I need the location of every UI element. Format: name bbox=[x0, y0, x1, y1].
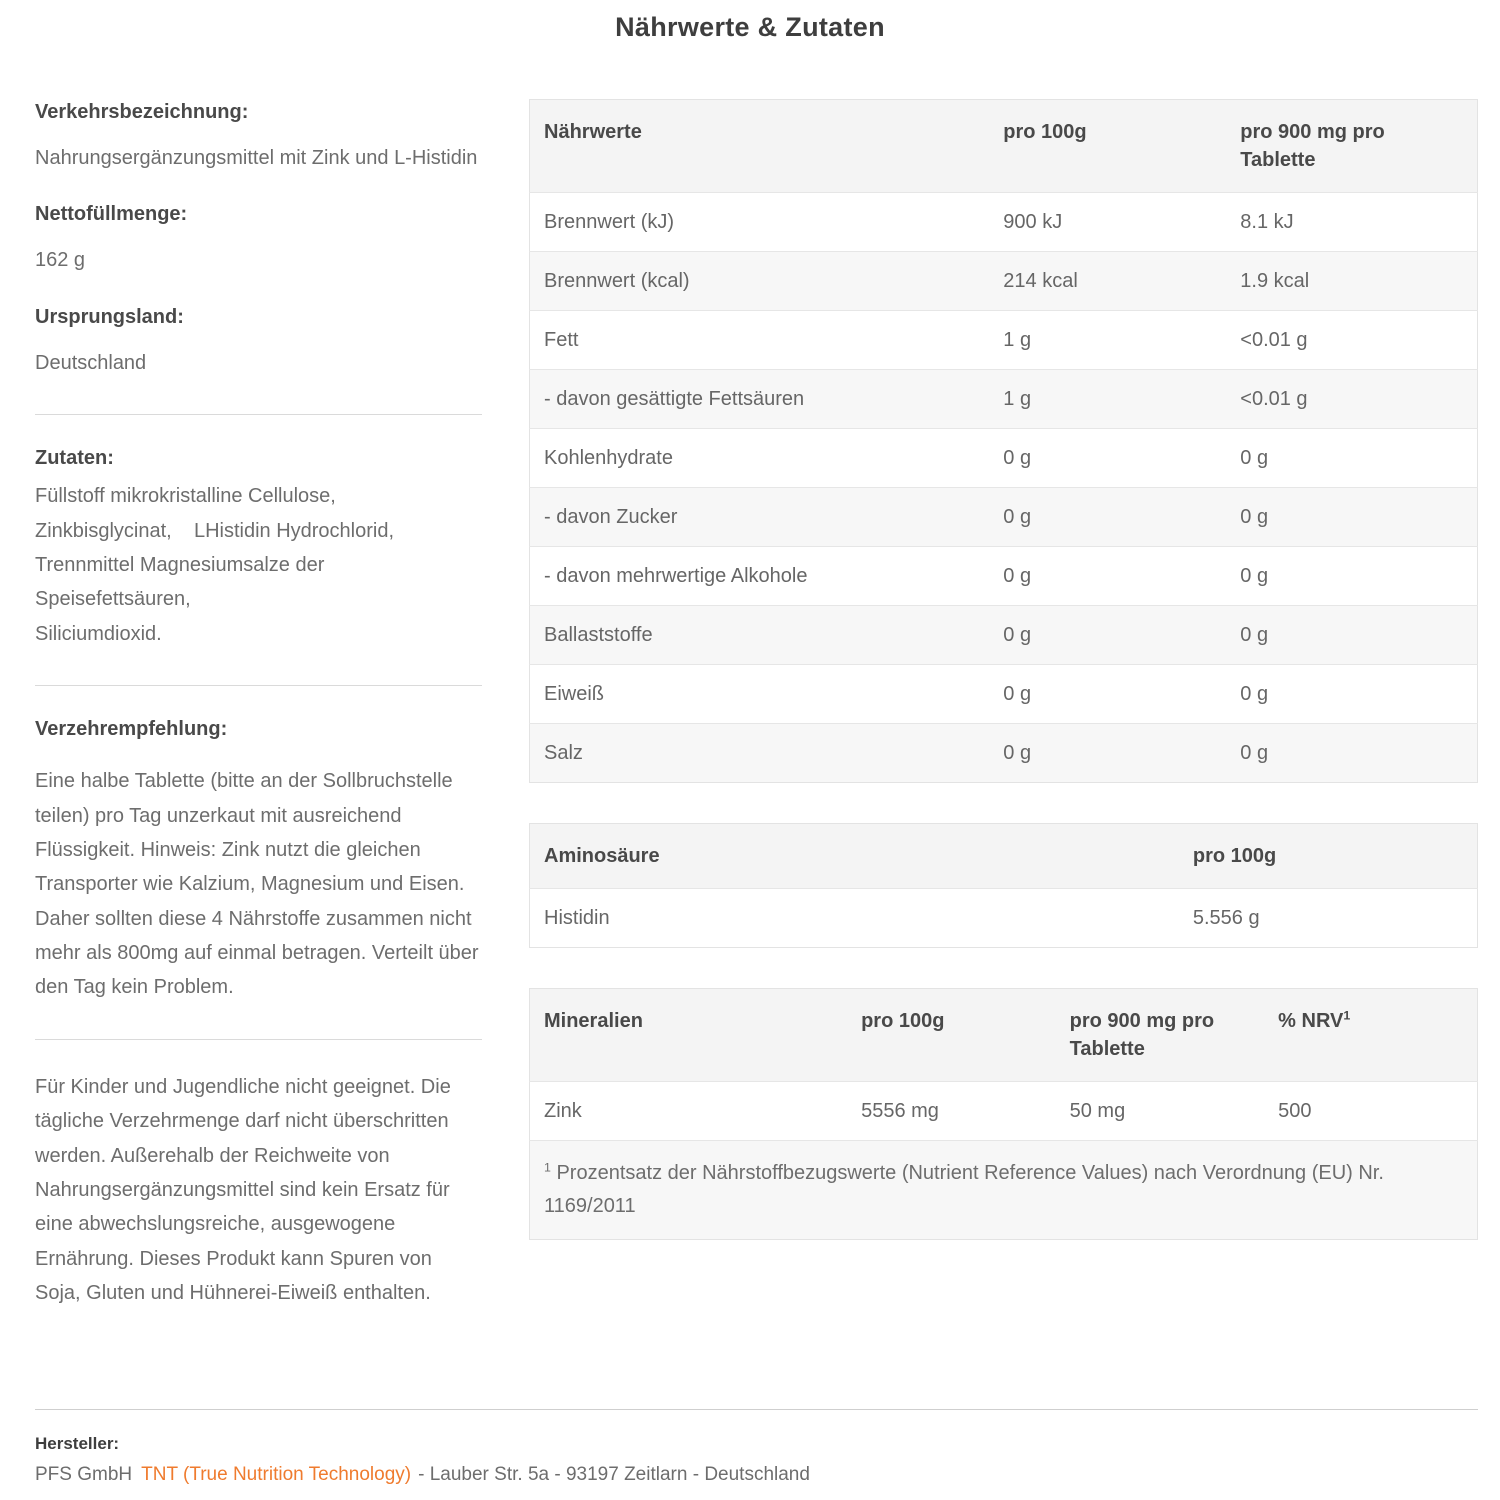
row-label: Histidin bbox=[530, 889, 1179, 948]
row-value-per100g: 1 g bbox=[989, 311, 1226, 370]
table-header-row bbox=[530, 824, 1478, 889]
naehrwerte-table bbox=[529, 99, 1478, 783]
ursprungsland-text: Deutschland bbox=[35, 351, 147, 374]
page-title: Nährwerte & Zutaten bbox=[615, 12, 885, 42]
row-value-nrv: 500 bbox=[1264, 1082, 1477, 1141]
manufacturer-line bbox=[35, 1464, 1478, 1486]
row-value-per-tablet: 0 g bbox=[1226, 429, 1477, 488]
row-label: Ballaststoffe bbox=[530, 606, 990, 665]
column-header-pro100g: pro 100g bbox=[989, 100, 1226, 193]
table-row bbox=[530, 1082, 1478, 1141]
zutaten-line: Füllstoff mikrokristalline Cellulose, bbox=[35, 485, 336, 508]
hersteller-heading: Hersteller: bbox=[35, 1434, 120, 1453]
content-area bbox=[0, 99, 1500, 1337]
table-header-row bbox=[530, 989, 1478, 1082]
row-label: Brennwert (kcal) bbox=[530, 252, 990, 311]
section-divider bbox=[35, 414, 482, 415]
manufacturer-company: PFS GmbH bbox=[35, 1464, 133, 1485]
table-row bbox=[530, 606, 1478, 665]
ursprungsland-heading: Ursprungsland: bbox=[35, 305, 184, 328]
row-value-per-tablet: 0 g bbox=[1226, 547, 1477, 606]
row-value-per-tablet: 0 g bbox=[1226, 724, 1477, 783]
row-value-per100g: 0 g bbox=[989, 429, 1226, 488]
zutaten-text bbox=[35, 479, 482, 651]
table-row bbox=[530, 665, 1478, 724]
verzehrempfehlung-text: Eine halbe Tablette (bitte an der Sollbruchstelle teilen) pro Tag unzerkaut mit ausreichend Flüssigkeit. Hinweis: Zink nutzt die gleichen Transporter wie Kalzium, Magnesium und Eisen. Daher sollten diese 4 Nährstoffe zusammen nicht mehr als 800mg auf einmal betragen. Verteilt über den Tag kein Problem. bbox=[35, 770, 479, 999]
footer bbox=[0, 1409, 1500, 1500]
zutaten-line: Speisefettsäuren, bbox=[35, 588, 191, 611]
section-divider bbox=[35, 685, 482, 686]
nettofuellmenge-text: 162 g bbox=[35, 249, 86, 272]
left-column bbox=[35, 99, 482, 1337]
verkehrsbezeichnung-heading: Verkehrsbezeichnung: bbox=[35, 101, 249, 123]
zutaten-line: Trennmittel Magnesiumsalze der bbox=[35, 553, 325, 576]
row-label: Zink bbox=[530, 1082, 848, 1141]
table-header-row bbox=[530, 100, 1478, 193]
row-value-per-tablet: 1.9 kcal bbox=[1226, 252, 1477, 311]
row-value-per-tablet: <0.01 g bbox=[1226, 370, 1477, 429]
row-label: Kohlenhydrate bbox=[530, 429, 990, 488]
table-row bbox=[530, 252, 1478, 311]
right-column bbox=[529, 99, 1478, 1280]
row-value-per100g: 0 g bbox=[989, 547, 1226, 606]
table-row bbox=[530, 889, 1478, 948]
nrv-footnote bbox=[530, 1141, 1478, 1240]
nrv-label: % NRV bbox=[1278, 1010, 1344, 1032]
zutaten-line: Siliciumdioxid. bbox=[35, 622, 162, 645]
row-value-per100g: 900 kJ bbox=[989, 193, 1226, 252]
row-value-per100g: 1 g bbox=[989, 370, 1226, 429]
row-value-per-tablet: 0 g bbox=[1226, 488, 1477, 547]
row-label: Salz bbox=[530, 724, 990, 783]
hinweis-text: Für Kinder und Jugendliche nicht geeignet. Die tägliche Verzehrmenge darf nicht überschritten werden. Außerehalb der Reichweite von Nahrungsergänzungsmittel sind kein Ersatz für eine abwechslungsreiche, ausgewogene Ernährung. Dieses Produkt kann Spuren von Soja, Gluten und Hühnerei-Eiweiß enthalten. bbox=[35, 1075, 451, 1305]
column-header-aminosaeure: Aminosäure bbox=[530, 824, 1179, 889]
row-value-per100g: 5556 mg bbox=[847, 1082, 1056, 1141]
zutaten-line: Zinkbisglycinat, LHistidin Hydrochlorid, bbox=[35, 519, 395, 542]
footer-divider bbox=[35, 1409, 1478, 1410]
tnt-link[interactable]: TNT (True Nutrition Technology) bbox=[141, 1464, 412, 1485]
table-row bbox=[530, 193, 1478, 252]
table-row bbox=[530, 488, 1478, 547]
row-value-per-tablet: 50 mg bbox=[1056, 1082, 1265, 1141]
row-value-per100g: 0 g bbox=[989, 606, 1226, 665]
table-row bbox=[530, 370, 1478, 429]
footnote-text: Prozentsatz der Nährstoffbezugswerte (Nutrient Reference Values) nach Verordnung (EU) Nr. 1169/2011 bbox=[544, 1162, 1384, 1217]
aminosaeure-table bbox=[529, 823, 1478, 948]
row-value-per-tablet: <0.01 g bbox=[1226, 311, 1477, 370]
column-header-pro-tablette: pro 900 mg pro Tablette bbox=[1056, 989, 1265, 1082]
table-row bbox=[530, 429, 1478, 488]
column-header-pro-tablette: pro 900 mg pro Tablette bbox=[1226, 100, 1477, 193]
table-row bbox=[530, 547, 1478, 606]
row-label: Fett bbox=[530, 311, 990, 370]
verkehrsbezeichnung-text: Nahrungsergänzungsmittel mit Zink und L-Histidin bbox=[35, 147, 478, 169]
row-value-per100g: 0 g bbox=[989, 488, 1226, 547]
row-value-per100g: 5.556 g bbox=[1179, 889, 1478, 948]
row-value-per-tablet: 8.1 kJ bbox=[1226, 193, 1477, 252]
zutaten-heading: Zutaten: bbox=[35, 447, 114, 470]
row-label: Brennwert (kJ) bbox=[530, 193, 990, 252]
column-header-naehrwerte: Nährwerte bbox=[530, 100, 990, 193]
row-label: Eiweiß bbox=[530, 665, 990, 724]
verzehrempfehlung-heading: Verzehrempfehlung: bbox=[35, 718, 228, 741]
row-label: - davon gesättigte Fettsäuren bbox=[530, 370, 990, 429]
row-value-per100g: 0 g bbox=[989, 665, 1226, 724]
row-value-per-tablet: 0 g bbox=[1226, 606, 1477, 665]
mineralien-table bbox=[529, 988, 1478, 1240]
row-label: - davon Zucker bbox=[530, 488, 990, 547]
column-header-mineralien: Mineralien bbox=[530, 989, 848, 1082]
column-header-pro100g: pro 100g bbox=[847, 989, 1056, 1082]
row-label: - davon mehrwertige Alkohole bbox=[530, 547, 990, 606]
nrv-superscript: 1 bbox=[1343, 1008, 1351, 1023]
section-divider bbox=[35, 1039, 482, 1040]
table-row bbox=[530, 311, 1478, 370]
row-value-per100g: 214 kcal bbox=[989, 252, 1226, 311]
row-value-per100g: 0 g bbox=[989, 724, 1226, 783]
footnote-superscript: 1 bbox=[544, 1160, 551, 1175]
column-header-pro100g: pro 100g bbox=[1179, 824, 1478, 889]
row-value-per-tablet: 0 g bbox=[1226, 665, 1477, 724]
manufacturer-address: - Lauber Str. 5a - 93197 Zeitlarn - Deutschland bbox=[418, 1464, 810, 1485]
table-footnote-row bbox=[530, 1141, 1478, 1240]
nettofuellmenge-heading: Nettofüllmenge: bbox=[35, 203, 188, 226]
table-row bbox=[530, 724, 1478, 783]
column-header-nrv bbox=[1264, 989, 1477, 1082]
